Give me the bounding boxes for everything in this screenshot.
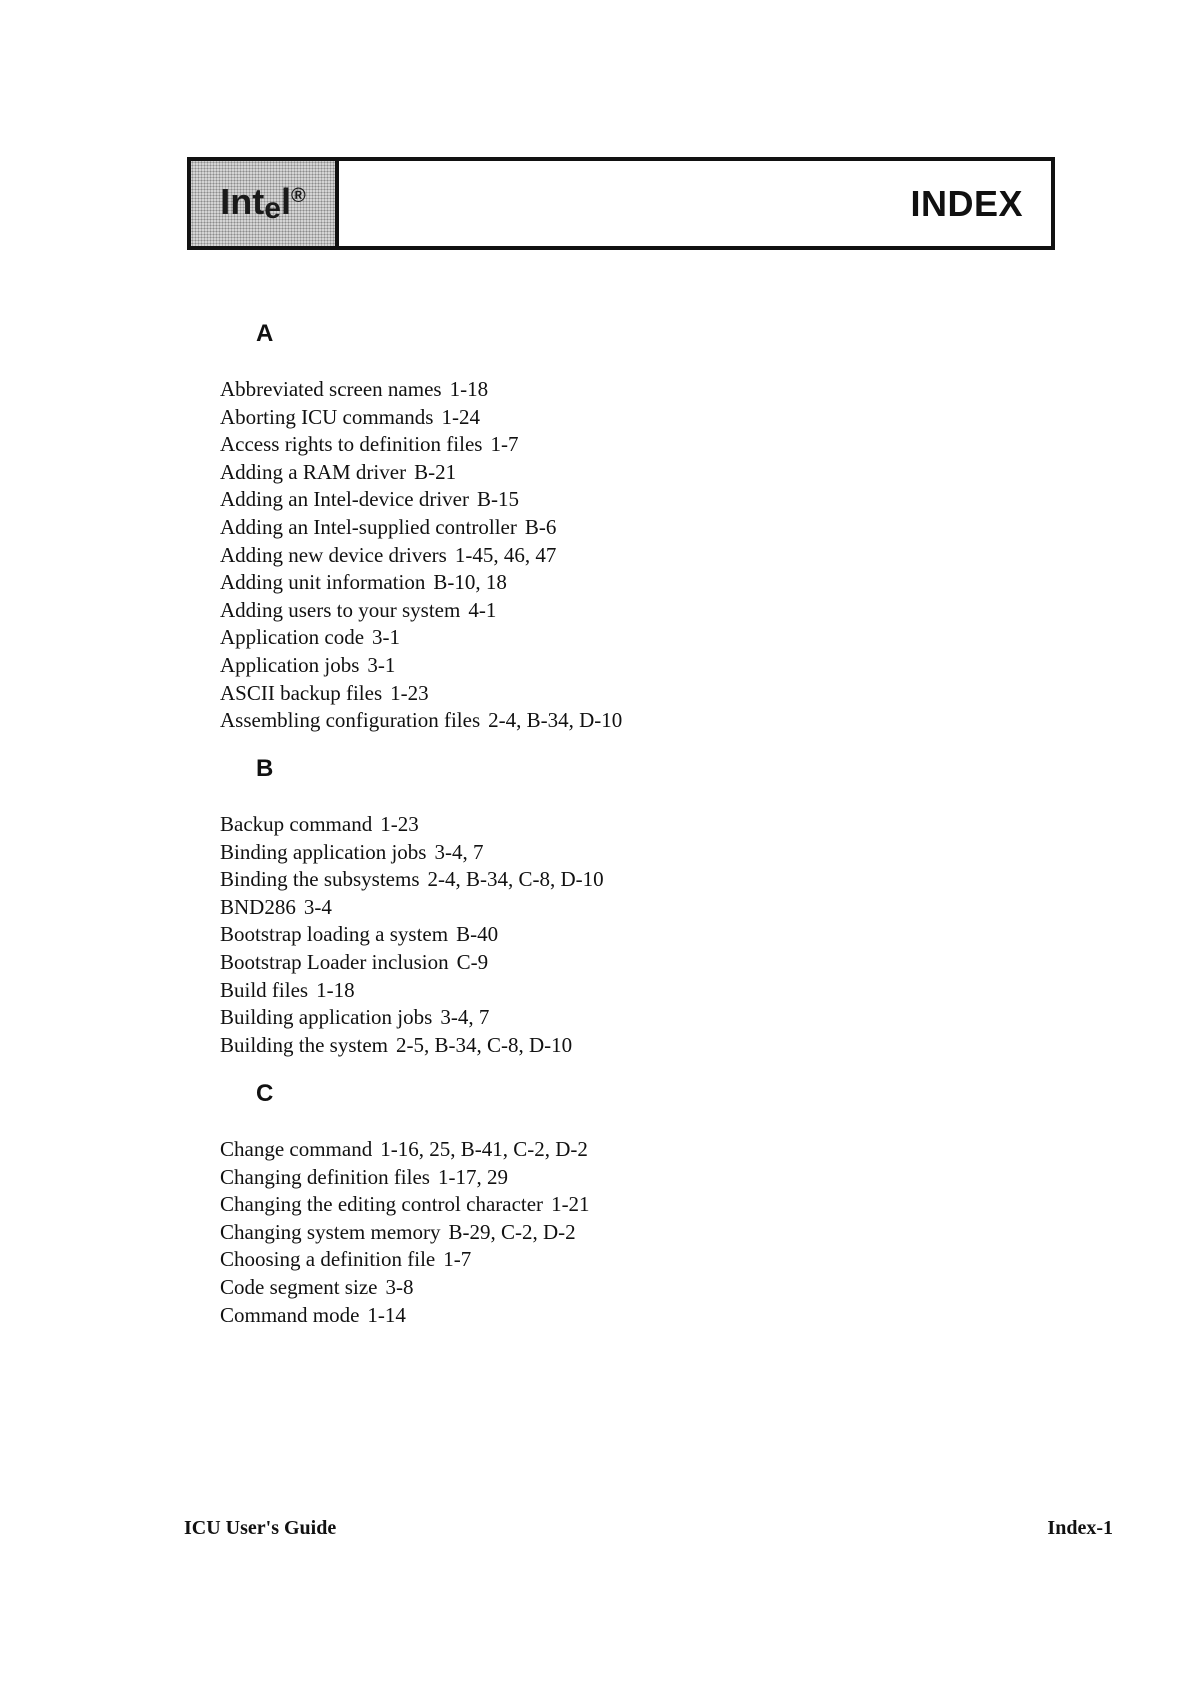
index-entry — [220, 624, 1020, 652]
entry-term: Adding a RAM driver — [220, 459, 407, 484]
index-entry — [220, 949, 1020, 977]
entry-pages: 1-18 — [449, 377, 489, 401]
index-entry — [220, 707, 1020, 735]
entry-pages: B-6 — [524, 514, 557, 539]
entry-pages: 1-16, 25, B-41, C-2, D-2 — [380, 1137, 588, 1161]
entry-term: Adding an Intel-supplied controller — [220, 514, 517, 539]
entry-pages: C-9 — [456, 949, 489, 974]
footer-document-title: ICU User's Guide — [184, 1517, 337, 1539]
entry-term: Building the system — [220, 1032, 388, 1057]
entry-pages: 3-8 — [385, 1274, 414, 1299]
entry-term: Application code — [220, 625, 365, 650]
index-entry — [220, 1191, 1020, 1219]
index-entry — [220, 376, 1020, 404]
entry-term: Changing system memory — [220, 1219, 441, 1244]
entry-list — [220, 811, 1020, 1059]
entry-pages: 1-21 — [551, 1192, 590, 1217]
entry-pages: 1-45, 46, 47 — [454, 542, 557, 567]
entry-pages: 1-18 — [316, 977, 355, 1002]
entry-term: Bootstrap Loader inclusion — [220, 949, 449, 974]
entry-term: Adding unit information — [220, 570, 426, 595]
entry-pages: 3-4, 7 — [434, 839, 484, 864]
index-entry — [220, 1246, 1020, 1274]
intel-logo-text: Int$_e$l® — [220, 180, 306, 225]
entry-term: Application jobs — [220, 652, 360, 677]
entry-term: Backup command — [220, 812, 373, 836]
entry-pages: 1-7 — [443, 1247, 472, 1272]
index-entry — [220, 1136, 1020, 1164]
entry-term: Bootstrap loading a system — [220, 922, 449, 947]
index-section-a — [220, 322, 1020, 735]
entry-term: Change command — [220, 1137, 373, 1161]
entry-pages: B-29, C-2, D-2 — [448, 1219, 576, 1244]
index-entry — [220, 1302, 1020, 1330]
index-entry — [220, 514, 1020, 542]
entry-pages: 3-1 — [367, 652, 396, 677]
entry-pages: 1-24 — [441, 404, 480, 429]
entry-term: Changing definition files — [220, 1164, 430, 1189]
index-entry — [220, 431, 1020, 459]
index-entry — [220, 811, 1020, 839]
entry-pages: B-21 — [414, 459, 457, 484]
index-entry — [220, 1032, 1020, 1060]
page-header — [187, 157, 1055, 250]
entry-term: Adding new device drivers — [220, 542, 447, 567]
entry-pages: B-40 — [456, 922, 499, 947]
page-footer — [184, 1517, 1113, 1540]
entry-term: Command mode — [220, 1302, 360, 1327]
index-section-c — [220, 1082, 1020, 1329]
entry-term: Abbreviated screen names — [220, 377, 442, 401]
entry-term: Access rights to definition files — [220, 432, 483, 457]
entry-pages: 1-23 — [380, 812, 419, 836]
entry-term: ASCII backup files — [220, 680, 383, 705]
index-entry — [220, 597, 1020, 625]
entry-list — [220, 1136, 1020, 1329]
entry-pages: 1-23 — [390, 680, 429, 705]
entry-term: Code segment size — [220, 1274, 378, 1299]
entry-pages: 1-7 — [490, 432, 519, 457]
index-entry — [220, 1274, 1020, 1302]
index-entry — [220, 404, 1020, 432]
index-section-b — [220, 757, 1020, 1059]
section-letter: A — [256, 320, 274, 347]
index-entry — [220, 459, 1020, 487]
entry-pages: B-15 — [477, 487, 519, 512]
entry-term: Build files — [220, 977, 309, 1002]
section-letter: B — [256, 755, 274, 782]
index-entry — [220, 542, 1020, 570]
entry-term: Adding an Intel-device driver — [220, 487, 469, 512]
entry-term: Binding the subsystems — [220, 867, 420, 892]
entry-pages: B-10, 18 — [433, 570, 507, 595]
entry-pages: 2-5, B-34, C-8, D-10 — [396, 1032, 573, 1057]
header-title-cell — [339, 161, 1051, 246]
index-entry — [220, 977, 1020, 1005]
entry-term: Assembling configuration files — [220, 708, 481, 733]
entry-pages: 3-4 — [303, 894, 332, 919]
entry-pages: 3-4, 7 — [440, 1005, 490, 1030]
page-title: INDEX — [910, 182, 1023, 224]
intel-logo — [191, 161, 339, 246]
index-entry — [220, 652, 1020, 680]
index-entry — [220, 1219, 1020, 1247]
index-entry — [220, 486, 1020, 514]
footer-page-number: Index-1 — [1047, 1517, 1113, 1539]
index-entry — [220, 569, 1020, 597]
entry-pages: 3-1 — [372, 625, 401, 650]
entry-pages: 1-14 — [367, 1302, 406, 1327]
section-letter: C — [256, 1080, 274, 1107]
entry-term: Adding users to your system — [220, 597, 461, 622]
entry-term: Aborting ICU commands — [220, 404, 434, 429]
entry-term: Choosing a definition file — [220, 1247, 436, 1272]
index-entry — [220, 921, 1020, 949]
entry-term: Building application jobs — [220, 1005, 433, 1030]
entry-term: Binding application jobs — [220, 839, 427, 864]
index-entry — [220, 894, 1020, 922]
entry-term: Changing the editing control character — [220, 1192, 544, 1217]
entry-pages: 2-4, B-34, D-10 — [488, 708, 623, 733]
index-entry — [220, 839, 1020, 867]
entry-pages: 2-4, B-34, C-8, D-10 — [427, 867, 604, 892]
index-entry — [220, 1004, 1020, 1032]
entry-pages: 4-1 — [468, 597, 497, 622]
entry-term: BND286 — [220, 894, 296, 919]
index-entry — [220, 680, 1020, 708]
entry-list — [220, 376, 1020, 735]
index-entry — [220, 1164, 1020, 1192]
entry-pages: 1-17, 29 — [437, 1164, 508, 1189]
index-entry — [220, 866, 1020, 894]
